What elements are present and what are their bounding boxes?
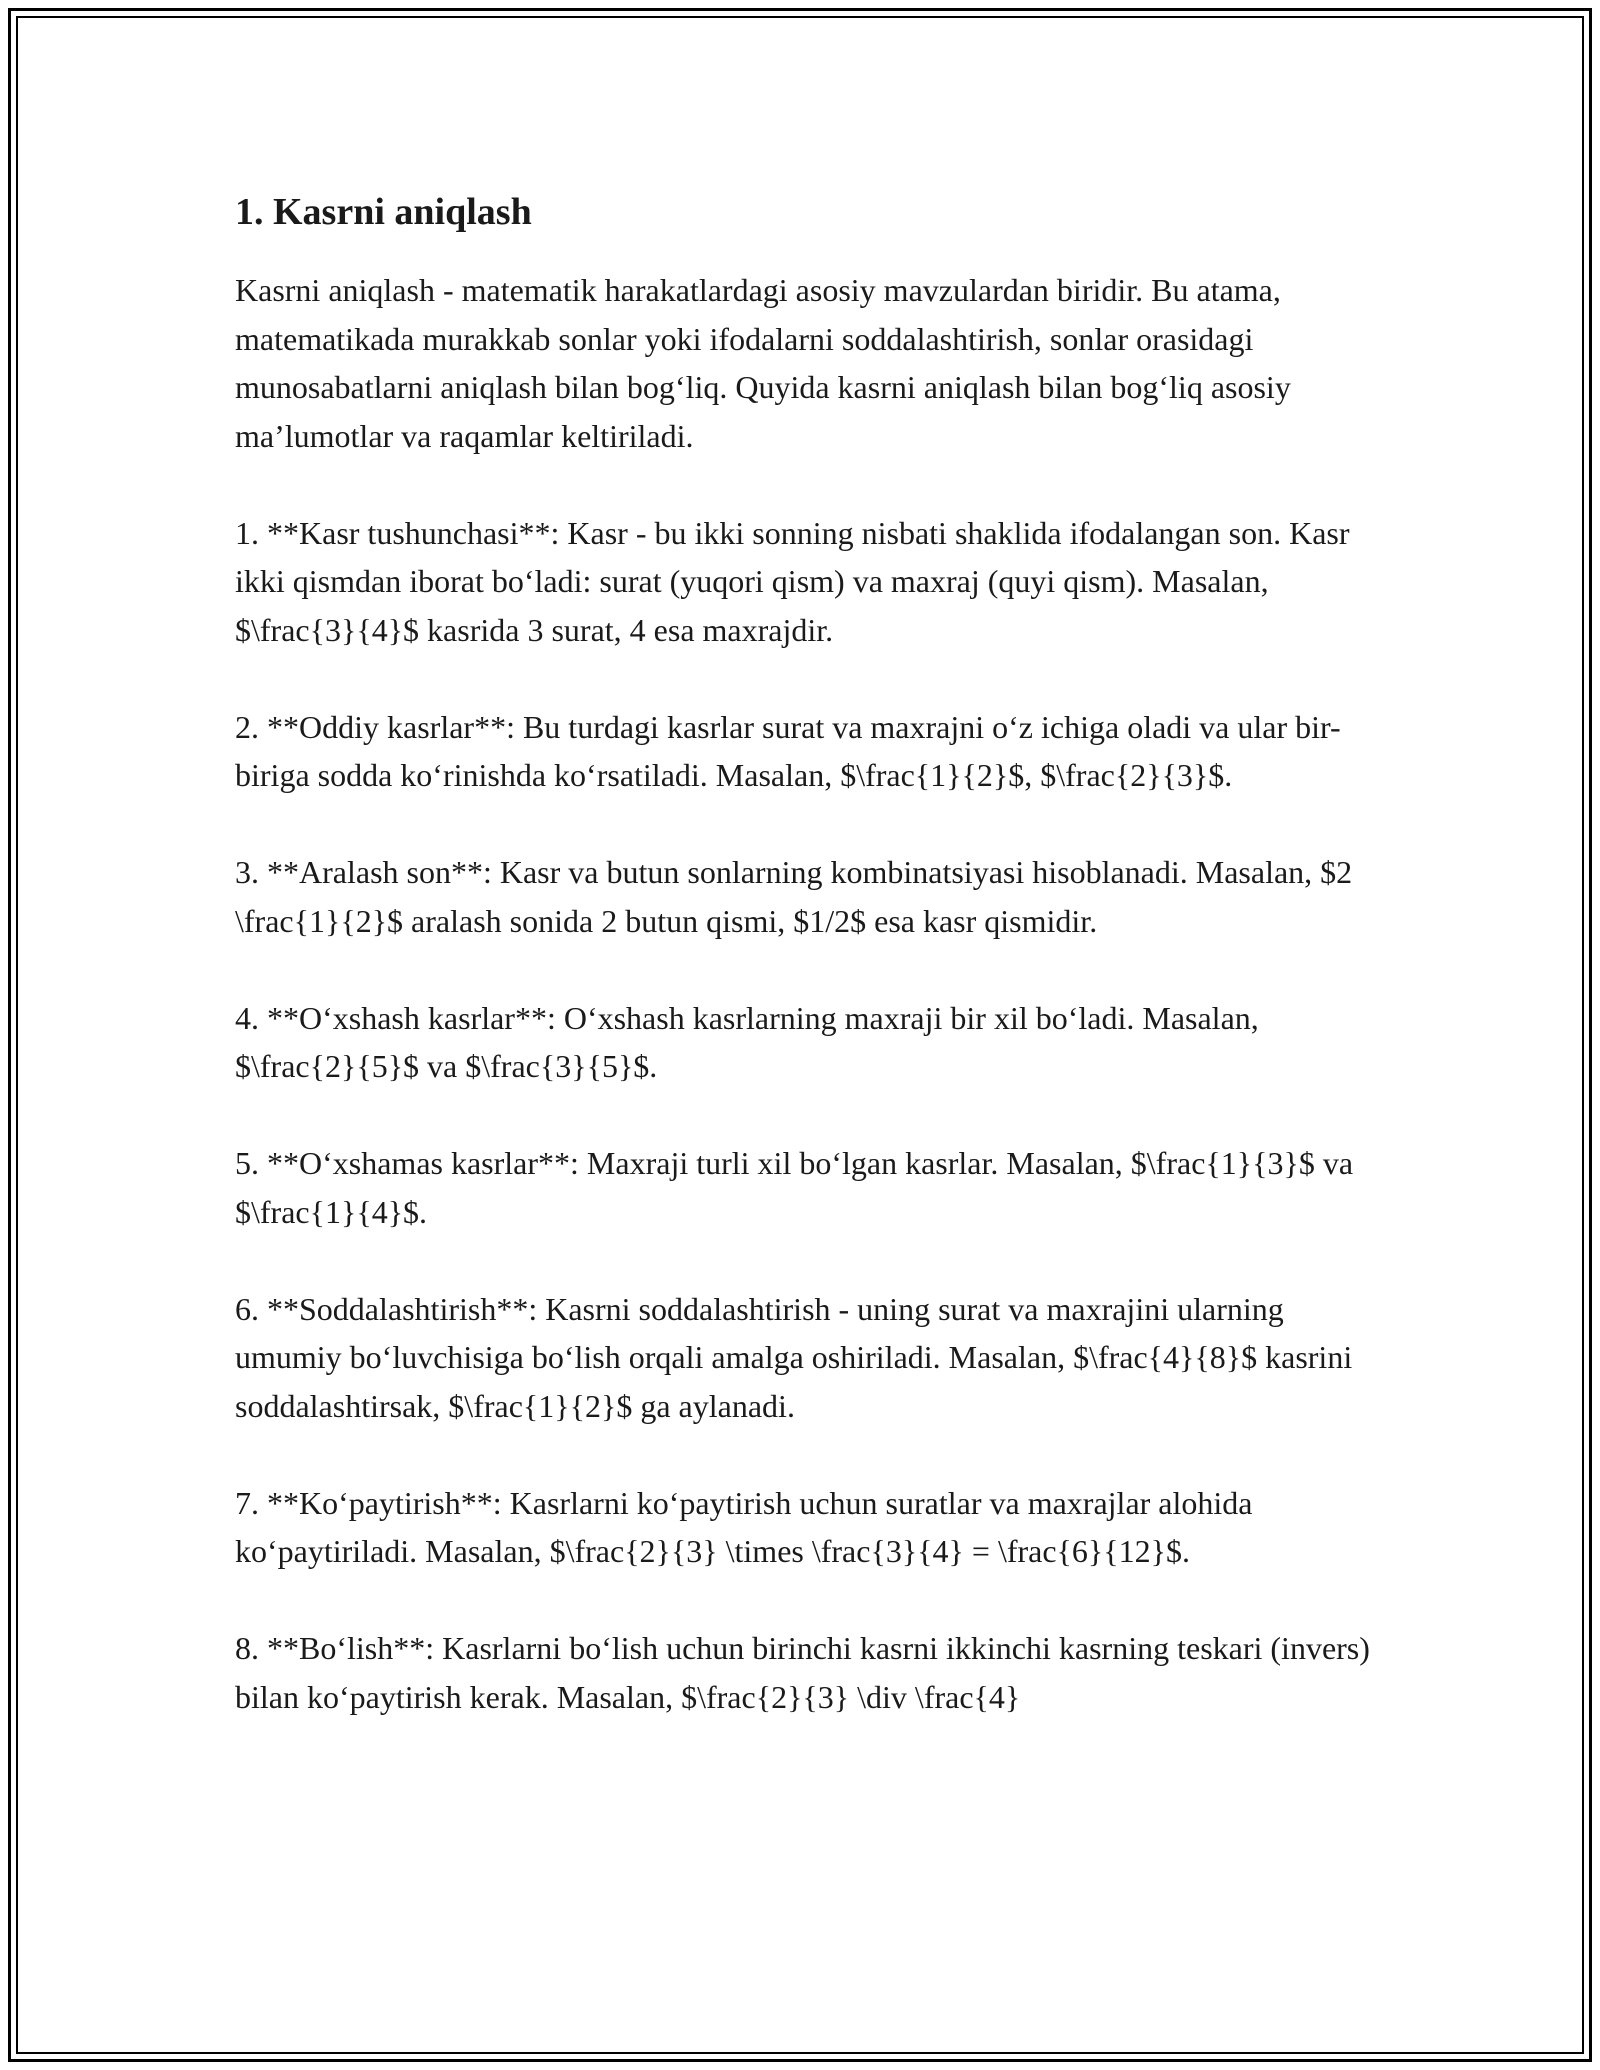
list-item-soddalashtirish: 6. **Soddalashtirish**: Kasrni soddalashtirish - uning surat va maxrajini ularning umumiy bo‘luvchisiga bo‘lish orqali amalga oshiriladi. Masalan, $\frac{4}{8}$ kasrini soddalashtirsak, $\frac{1}{2}$ ga aylanadi. (235, 1290, 1353, 1424)
list-item-oxshash-kasrlar: 4. **O‘xshash kasrlar**: O‘xshash kasrlarning maxraji bir xil bo‘ladi. Masalan, $\frac{2}{5}$ va $\frac{3}{5}$. (235, 999, 1259, 1084)
list-item-aralash-son: 3. **Aralash son**: Kasr va butun sonlarning kombinatsiyasi hisoblanadi. Masalan, $2 \frac{1}{2}$ aralash sonida 2 butun qismi, $1/2$ esa kasr qismidir. (235, 854, 1353, 939)
list-item-kasr-tushunchasi: 1. **Kasr tushunchasi**: Kasr - bu ikki sonning nisbati shaklida ifodalangan son. Kasr ikki qismdan iborat bo‘ladi: surat (yuqori qism) va maxraj (quyi qism). Masalan, $\frac{3}{4}$ kasrida 3 surat, 4 esa maxrajdir. (235, 514, 1350, 648)
intro-paragraph: Kasrni aniqlash - matematik harakatlardagi asosiy mavzulardan biridir. Bu atama, matematikada murakkab sonlar yoki ifodalarni soddalashtirish, sonlar orasidagi munosabatlarni aniqlash bilan bog‘liq. Quyida kasrni aniqlash bilan bog‘liq asosiy ma’lumotlar va raqamlar keltiriladi. (235, 272, 1291, 454)
document-body (235, 186, 1375, 1770)
list-item-kopaytirish: 7. **Ko‘paytirish**: Kasrlarni ko‘paytirish uchun suratlar va maxrajlar alohida ko‘paytiriladi. Masalan, $\frac{2}{3} \times \frac{3}{4} = \frac{6}{12}$. (235, 1484, 1253, 1569)
list-item-bolish: 8. **Bo‘lish**: Kasrlarni bo‘lish uchun birinchi kasrni ikkinchi kasrning teskari (invers) bilan ko‘paytirish kerak. Masalan, $\frac{2}{3} \div \frac{4} (235, 1630, 1370, 1715)
list-item-oddiy-kasrlar: 2. **Oddiy kasrlar**: Bu turdagi kasrlar surat va maxrajni o‘z ichiga oladi va ular bir-biriga sodda ko‘rinishda ko‘rsatiladi. Masalan, $\frac{1}{2}$, $\frac{2}{3}$. (235, 708, 1341, 793)
document-title: 1. Kasrni aniqlash (235, 191, 532, 233)
list-item-oxshamas-kasrlar: 5. **O‘xshamas kasrlar**: Maxraji turli xil bo‘lgan kasrlar. Masalan, $\frac{1}{3}$ va $\frac{1}{4}$. (235, 1145, 1354, 1230)
